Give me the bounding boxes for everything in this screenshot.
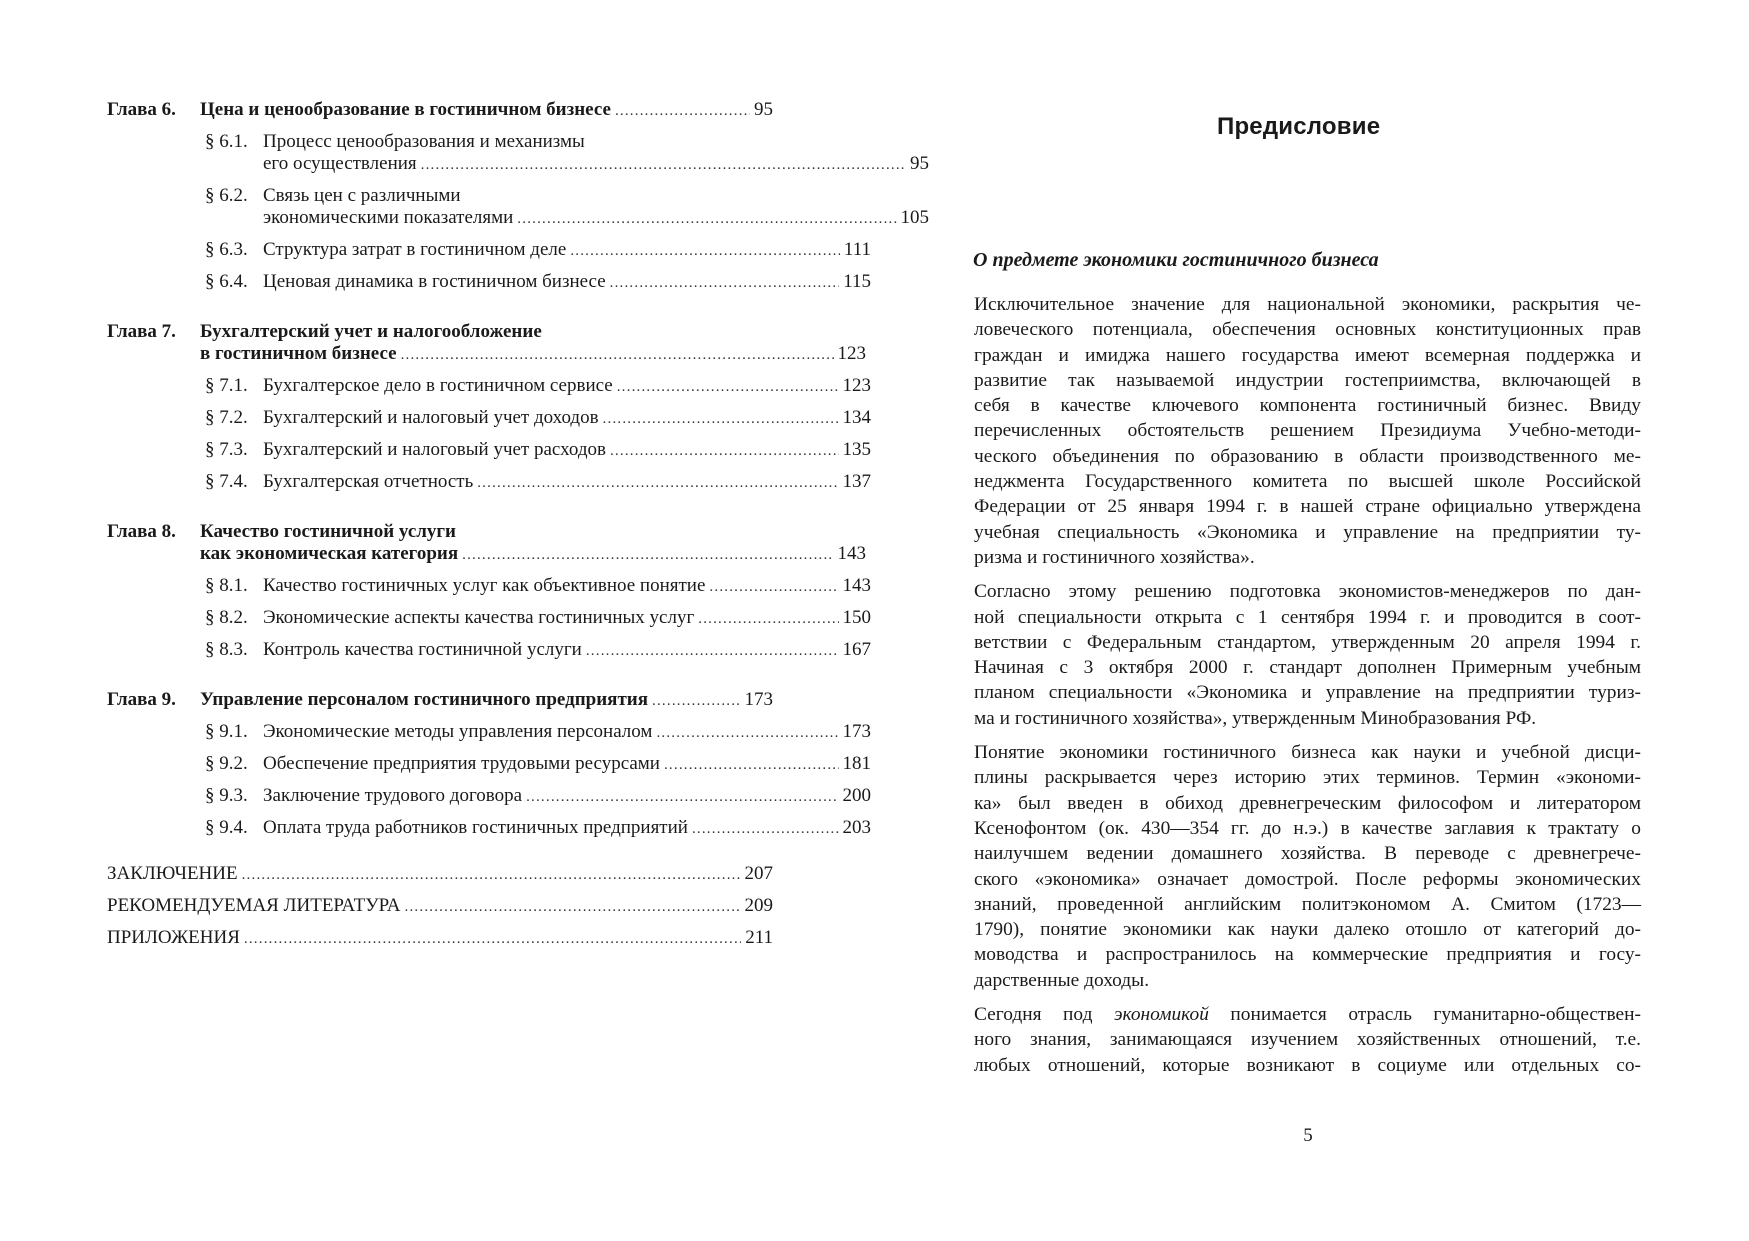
text-line: плины раскрывается через историю этих терминов. Термин «экономи- xyxy=(974,767,1641,789)
toc-line xyxy=(107,816,871,840)
dot-leader xyxy=(401,343,834,367)
toc-line xyxy=(107,238,871,262)
text-line: моводства и распространилось на коммерческие предприятия и госу- xyxy=(974,944,1641,966)
section-title: Контроль качества гостиничной услуги xyxy=(263,639,582,660)
section-title: Бухгалтерское дело в гостиничном сервисе xyxy=(263,375,613,396)
back-title: ЗАКЛЮЧЕНИЕ xyxy=(107,863,238,884)
toc-line xyxy=(107,894,773,918)
section-title: Экономические методы управления персоналом xyxy=(263,721,653,742)
paragraph xyxy=(974,292,1641,570)
text-line: Понятие экономики гостиничного бизнеса как науки и учебной дисци- xyxy=(974,742,1641,764)
page-number: 5 xyxy=(1303,1125,1313,1146)
page-ref: 105 xyxy=(900,207,929,228)
page-ref: 137 xyxy=(842,471,871,492)
section-number: § 6.4. xyxy=(205,271,248,292)
page-ref: 207 xyxy=(744,863,773,884)
text-line: учебная специальность «Экономика и управление на предприятии ту- xyxy=(974,521,1641,543)
dot-leader xyxy=(615,99,750,123)
preface-body xyxy=(974,292,1641,1087)
text-line: планом специальности «Экономика и управление на предприятии туриз- xyxy=(974,682,1641,704)
toc-line xyxy=(107,406,871,430)
section-title: Структура затрат в гостиничном деле xyxy=(263,239,567,260)
section-number: § 8.2. xyxy=(205,607,248,628)
paragraph xyxy=(974,579,1641,731)
text-line: перечисленных обстоятельств решением Президиума Учебно-методи- xyxy=(974,420,1641,442)
dot-leader xyxy=(242,863,741,887)
dot-leader xyxy=(698,607,838,631)
toc-line xyxy=(107,688,773,712)
dot-leader xyxy=(462,543,833,567)
back-title: ПРИЛОЖЕНИЯ xyxy=(107,927,240,948)
section-number: § 9.3. xyxy=(205,785,248,806)
emphasis: экономикой xyxy=(1113,1004,1209,1026)
section-number: § 7.1. xyxy=(205,375,248,396)
dot-leader xyxy=(586,639,839,663)
section-number: § 6.2. xyxy=(205,185,248,206)
dot-leader xyxy=(603,407,839,431)
back-title: РЕКОМЕНДУЕМАЯ ЛИТЕРАТУРА xyxy=(107,895,401,916)
text-line: себя в качестве ключевого компонента гостиничный бизнес. Ввиду xyxy=(974,395,1641,417)
page-ref: 167 xyxy=(842,639,871,660)
toc-line xyxy=(107,320,773,344)
toc-line xyxy=(107,720,871,744)
page-ref: 95 xyxy=(910,153,929,174)
toc-line xyxy=(107,926,773,950)
toc-line xyxy=(107,152,929,176)
section-title: Оплата труда работников гостиничных предприятий xyxy=(263,817,688,838)
toc-line xyxy=(107,270,871,294)
dot-leader xyxy=(421,153,906,177)
dot-leader xyxy=(477,471,838,495)
section-number: § 7.3. xyxy=(205,439,248,460)
toc-line xyxy=(107,374,871,398)
page-ref: 150 xyxy=(842,607,871,628)
text-line: ческого объединения по образованию в области производственного ме- xyxy=(974,445,1641,467)
chapter-title: Цена и ценообразование в гостиничном бизнесе xyxy=(200,99,611,120)
section-number: § 9.4. xyxy=(205,817,248,838)
chapter-title: Управление персоналом гостиничного предприятия xyxy=(200,689,649,710)
text-line: ной специальности открыта с 1 сентября 1994 г. и проводится в соот- xyxy=(974,606,1641,628)
page-ref: 181 xyxy=(842,753,871,774)
dot-leader xyxy=(570,239,840,263)
section-title: Качество гостиничных услуг как объективное понятие xyxy=(263,575,706,596)
section-number: § 8.1. xyxy=(205,575,248,596)
text-line: ного знания, занимающаяся изучением хозяйственных отношений, т.е. xyxy=(974,1029,1641,1051)
section-number: § 7.2. xyxy=(205,407,248,428)
page-ref: 115 xyxy=(843,271,871,292)
text-line: ризма и гостиничного хозяйства». xyxy=(974,546,1255,568)
section-title: Бухгалтерская отчетность xyxy=(263,471,474,492)
text-line: Исключительное значение для национальной экономики, раскрытия че- xyxy=(974,294,1641,315)
page-title: Предисловие xyxy=(1217,113,1381,140)
text-line: дарственные доходы. xyxy=(974,969,1150,991)
page-ref: 173 xyxy=(842,721,871,742)
text-line: развитие так называемой индустрии гостеприимства, включающей в xyxy=(974,369,1641,391)
toc-line xyxy=(107,130,871,154)
section-number: § 9.1. xyxy=(205,721,248,742)
page-ref: 123 xyxy=(842,375,871,396)
text-line: ловеческого потенциала, обеспечения основных конституционных прав xyxy=(974,319,1641,341)
section-subheading: О предмете экономики гостиничного бизнеса xyxy=(973,249,1379,271)
toc-line xyxy=(107,438,871,462)
dot-leader xyxy=(517,207,896,231)
toc-line xyxy=(107,342,866,366)
page-ref: 95 xyxy=(754,99,773,120)
chapter-title: в гостиничном бизнесе xyxy=(200,343,397,364)
dot-leader xyxy=(405,895,741,919)
section-title: Ценовая динамика в гостиничном бизнесе xyxy=(263,271,606,292)
chapter-label: Глава 8. xyxy=(107,521,176,542)
text-line: Федерации от 25 января 1994 г. в нашей стране официально утверждена xyxy=(974,496,1641,518)
section-title: Обеспечение предприятия трудовыми ресурсами xyxy=(263,753,660,774)
toc-line xyxy=(107,784,871,808)
chapter-title: как экономическая категория xyxy=(200,543,459,564)
dot-leader xyxy=(610,439,839,463)
section-title: Экономические аспекты качества гостиничных услуг xyxy=(263,607,695,628)
toc-line xyxy=(107,206,929,230)
text-line: наилучшем ведении домашнего хозяйства. В переводе с древнегрече- xyxy=(974,843,1641,865)
dot-leader xyxy=(610,271,840,295)
dot-leader xyxy=(652,689,740,713)
text-line: Ксенофонтом (ок. 430—354 гг. до н.э.) в качестве заглавия к трактату о xyxy=(974,817,1641,839)
page-ref: 143 xyxy=(842,575,871,596)
text-line: знаний, проведенной английским политэкономом А. Смитом (1723— xyxy=(974,893,1641,915)
section-number: § 6.3. xyxy=(205,239,248,260)
text-line: ка» был введен в обиход древнегреческим философом и литератором xyxy=(974,792,1641,814)
toc-line xyxy=(107,606,871,630)
toc-line xyxy=(107,862,773,886)
page-ref: 173 xyxy=(744,689,773,710)
section-title: Заключение трудового договора xyxy=(263,785,523,806)
text-line: 1790), понятие экономики как науки далеко отошло от категорий до- xyxy=(974,919,1641,941)
page-ref: 203 xyxy=(842,817,871,838)
section-number: § 8.3. xyxy=(205,639,248,660)
page-ref: 209 xyxy=(744,895,773,916)
dot-leader xyxy=(526,785,838,809)
text-line: любых отношений, которые возникают в социуме или отдельных со- xyxy=(974,1054,1641,1076)
dot-leader xyxy=(617,375,839,399)
page-ref: 135 xyxy=(842,439,871,460)
section-number: § 7.4. xyxy=(205,471,248,492)
text-line: Сегодня под экономикой понимается отрасль гуманитарно-обществен- xyxy=(974,1004,1641,1026)
section-number: § 9.2. xyxy=(205,753,248,774)
toc-line xyxy=(107,470,871,494)
chapter-title: Бухгалтерский учет и налогообложение xyxy=(200,321,542,342)
toc-line xyxy=(107,542,866,566)
dot-leader xyxy=(656,721,838,745)
section-title: Бухгалтерский и налоговый учет доходов xyxy=(263,407,599,428)
text-line: граждан и имиджа нашего государства имеют всемерная поддержка и xyxy=(974,344,1641,366)
toc-line xyxy=(107,638,871,662)
page-ref: 211 xyxy=(745,927,773,948)
text-line: Начиная с 3 октября 2000 г. стандарт дополнен Примерным учебным xyxy=(974,657,1641,679)
text-line: ма и гостиничного хозяйства», утвержденным Минобразования РФ. xyxy=(974,707,1537,729)
page-ref: 111 xyxy=(843,239,871,260)
chapter-title: Качество гостиничной услуги xyxy=(200,521,456,542)
text-line: неджмента Государственного комитета по высшей школе Российской xyxy=(974,471,1641,493)
paragraph xyxy=(974,1002,1641,1078)
paragraph xyxy=(974,740,1641,993)
page-ref: 134 xyxy=(842,407,871,428)
section-title: Бухгалтерский и налоговый учет расходов xyxy=(263,439,606,460)
page-ref: 123 xyxy=(837,343,866,364)
section-title: Связь цен с различными xyxy=(263,185,461,206)
page-ref: 143 xyxy=(837,543,866,564)
text-line: ветствии с Федеральным стандартом, утвержденным 20 апреля 1994 г. xyxy=(974,631,1641,653)
text-line: Согласно этому решению подготовка экономистов-менеджеров по дан- xyxy=(974,581,1641,603)
toc-line xyxy=(107,184,871,208)
dot-leader xyxy=(244,927,741,951)
toc-line xyxy=(107,98,773,122)
text-line: ского «экономика» означает домострой. После реформы экономических xyxy=(974,868,1641,890)
page-ref: 200 xyxy=(842,785,871,806)
chapter-label: Глава 6. xyxy=(107,99,176,120)
section-title: его осуществления xyxy=(263,153,417,174)
section-title: экономическими показателями xyxy=(263,207,514,228)
toc-line xyxy=(107,574,871,598)
chapter-label: Глава 7. xyxy=(107,321,176,342)
chapter-label: Глава 9. xyxy=(107,689,176,710)
section-title: Процесс ценообразования и механизмы xyxy=(263,131,585,152)
dot-leader xyxy=(692,817,839,841)
dot-leader xyxy=(709,575,838,599)
section-number: § 6.1. xyxy=(205,131,248,152)
toc-line xyxy=(107,752,871,776)
dot-leader xyxy=(664,753,839,777)
toc-line xyxy=(107,520,773,544)
